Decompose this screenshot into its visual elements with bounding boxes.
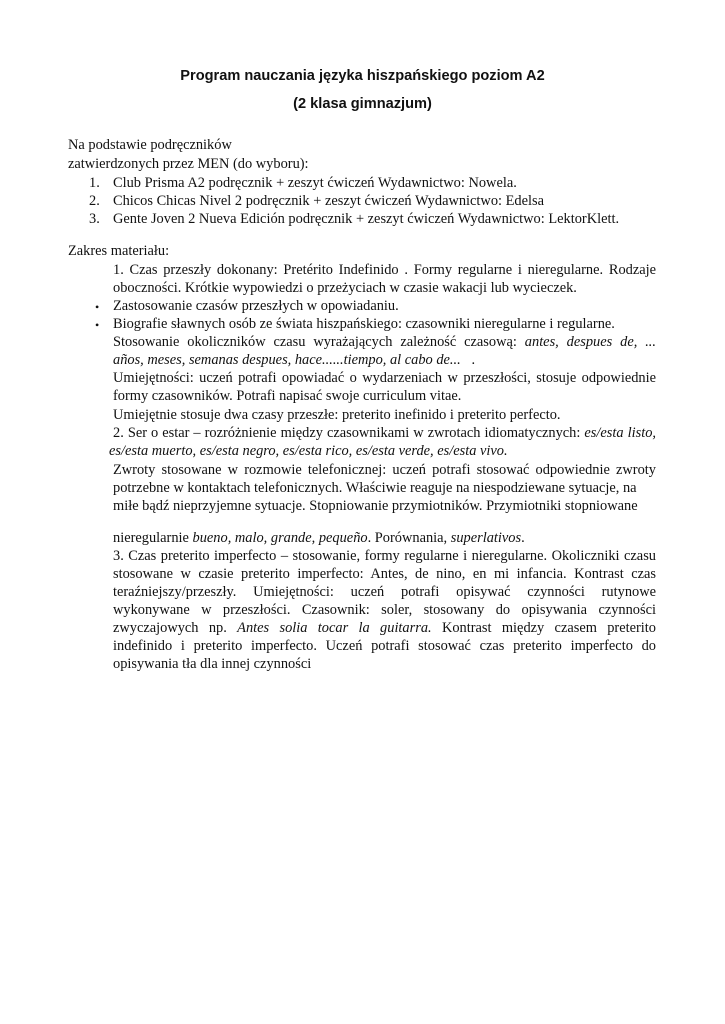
section2-line-1 [113,424,656,443]
superlatives-term: superlativos [450,530,522,546]
intro-line-1: Na podstawie podręczników [68,137,232,153]
comparisons-label: . Porównania, [367,530,448,546]
section2-intro: 2. Ser o estar – rozróżnienie między czasownikami w zwrotach idiomatycznych: [113,425,581,441]
section2-examples: es/esta muerto, es/esta negro, es/esta rico, es/esta verde, es/esta vivo. [109,443,508,459]
textbook-item-3: Gente Joven 2 Nueva Edición podręcznik + zeszyt ćwiczeń Wydawnictwo: LektorKlett. [113,211,620,227]
textbook-number-1: 1. [89,175,100,191]
section3-line-4: wykonywane w przeszłości. Czasownik: soler, stosowany do opisywania czynności [113,602,656,618]
document-title: Program nauczania języka hiszpańskiego poziom A2 [180,68,545,84]
section1-line-1: 1. Czas przeszły dokonany: Pretérito Indefinido . Formy regularne i nieregularne. Rodzaje [113,262,656,278]
textbook-number-3: 3. [89,211,100,227]
textbook-item-1: Club Prisma A2 podręcznik + zeszyt ćwiczeń Wydawnictwo: Nowela. [113,175,517,191]
section3-contrast: Kontrast między czasem preterito [441,620,656,636]
textbook-number-2: 2. [89,193,100,209]
adverbs-examples-2: años, meses, semanas despues, hace......tiempo, al cabo de... [113,352,461,368]
textbook-item-2: Chicos Chicas Nivel 2 podręcznik + zeszyt ćwiczeń Wydawnictwo: Edelsa [113,193,544,209]
skills1-line-3: Umiejętnie stosuje dwa czasy przeszłe: preterito inefinido i preterito perfecto. [113,407,561,423]
adverbs-end: . [471,352,476,368]
section3-line-1: 3. Czas preterito imperfecto – stosowanie, formy regularne i nieregularne. Okoliczniki czasu [113,548,656,564]
document-subtitle: (2 klasa gimnazjum) [293,96,432,112]
adverbs-intro: Stosowanie okoliczników czasu wyrażających zależność czasową: [113,334,517,350]
skills1-line-1: Umiejętności: uczeń potrafi opowiadać o wydarzeniach w przeszłości, stosuje odpowiednie [113,370,656,386]
irregular-adjectives-line [113,529,525,548]
irregular-end: . [521,530,525,546]
bullet-item-1: Zastosowanie czasów przeszłych w opowiadaniu. [113,298,399,314]
section3-line-5 [113,619,656,638]
adverbs-line-1 [113,333,656,352]
irregular-label: nieregularnie [113,530,189,546]
phone-line-3: miłe bądź nieprzyjemne sytuacje. Stopniowanie przymiotników. Przymiotniki stopniowane [113,498,638,514]
intro-line-2: zatwierdzonych przez MEN (do wyboru): [68,156,309,172]
bullet-1: • [95,300,100,314]
section1-line-2: oboczności. Krótkie wypowiedzi o przeżyciach w czasie wakacji lub wycieczek. [113,280,577,296]
bullet-item-2: Biografie sławnych osób ze świata hiszpańskiego: czasowniki nieregularne i regularne. [113,316,615,332]
skills1-line-2: formy czasowników. Potrafi napisać swoje curriculum vitae. [113,388,462,404]
phone-line-1: Zwroty stosowane w rozmowie telefonicznej: uczeń potrafi stosować odpowiednie zwroty [113,462,656,478]
section3-example: Antes solia tocar la guitarra. [237,620,432,636]
scope-heading: Zakres materiału: [68,243,170,259]
adverbs-line-2 [113,351,475,370]
section3-example-intro: zwyczajowych np. [113,620,227,636]
phone-line-2: potrzebne w kontaktach telefonicznych. Właściwie reaguje na niespodziewane sytuacje, na [113,480,637,496]
section2-example-1: es/esta listo, [584,425,656,441]
section3-line-7: opisywania tła dla innej czynności [113,656,312,672]
section3-line-3: teraźniejszy/przeszły. Umiejętności: uczeń potrafi opisywać czynności rutynowe [113,584,656,600]
section3-line-6: indefinido i preterito imperfecto. Uczeń potrafi stosować czas preterito imperfecto do [113,638,656,654]
section3-line-2: stosowane w czasie preterito imperfecto: Antes, de nino, en mi infancia. Kontrast czas [113,566,656,582]
irregular-examples: bueno, malo, grande, pequeño [192,530,368,546]
bullet-2: • [95,318,100,332]
adverbs-examples-1: antes, despues de, ... [524,334,656,350]
section2-line-2 [109,442,508,461]
